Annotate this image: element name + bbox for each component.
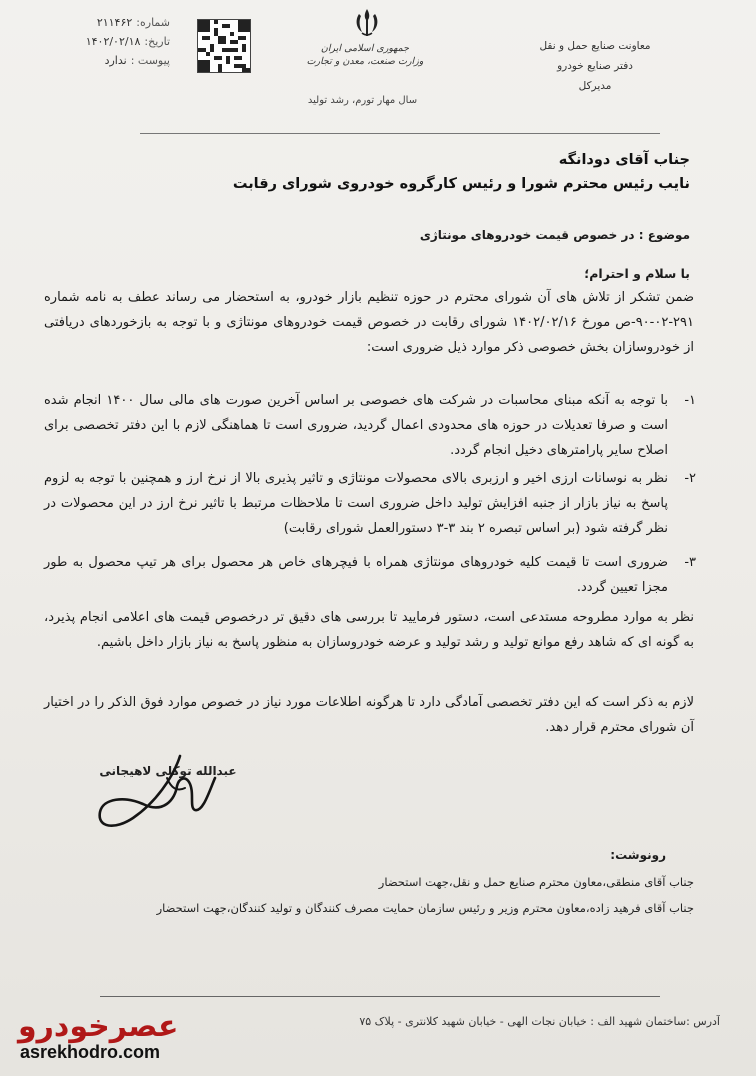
- deputy-office: [520, 36, 670, 96]
- closing-paragraph-2: لازم به ذکر است که این دفتر تخصصی آمادگی دارد تا هرگونه اطلاعات مورد نیاز در خصوص موارد فوق الذکر را در اختیار آن شورای محترم قرار دهد.: [44, 695, 694, 735]
- ministry-line2: وزارت صنعت، معدن و تجارت: [306, 56, 424, 67]
- list-item: [44, 388, 694, 463]
- addressee: [170, 148, 690, 196]
- date-value: ۱۴۰۲/۰۲/۱۸: [85, 35, 141, 48]
- year-motto: سال مهار تورم، رشد تولید: [307, 95, 418, 106]
- cc-line: جناب آقای منطقی،معاون محترم صنایع حمل و نقل،جهت استحضار: [378, 875, 694, 889]
- list-item-text: نظر به نوسانات ارزی اخیر و ارزبری بالای محصولات مونتاژی و تاثیر پذیری بالا از نرخ ارز و همچنین با توجه به لزوم پاسخ به نیاز بازار از جنبه افزایش تولید داخل ضروری است تا ملاحظات مرتبط با تاثیر نرخ ارز در این محصولات در نظر گرفته شود (بر اساس تبصره ۲ بند ۳-۳ دستورالعمل شورای رقابت): [44, 471, 668, 536]
- list-item-text: ضروری است تا قیمت کلیه خودروهای مونتاژی همراه با فیچرهای خاص هر محصول برای هر تیپ محصول به طور مجزا تعیین گردد.: [44, 555, 668, 595]
- list-item-number: ۱-: [684, 393, 696, 408]
- letter-meta: [70, 16, 170, 73]
- subject-line: موضوع : در خصوص قیمت خودروهای مونتاژی: [419, 228, 690, 242]
- footer-address: آدرس :ساختمان شهید الف : خیابان نجات الهی - خیابان شهید کلانتری - پلاک ۷۵: [359, 1015, 720, 1028]
- footer-divider: [100, 996, 660, 997]
- number-value: ۲۱۱۴۶۲: [96, 16, 133, 29]
- intro-paragraph: ضمن تشکر از تلاش های آن شورای محترم در حوزه تنظیم بازار خودرو، به استحضار می رساند عطف به نامه شماره ۲۹۱-۰۲-۹۰-ص مورخ ۱۴۰۲/۰۲/۱۶ شورای رقابت در خصوص قیمت خودروهای مونتاژی و با توجه به بازخوردهای دریافتی از خودروسازان بخش خصوصی ذکر موارد ذیل ضروری است:: [44, 290, 694, 355]
- list-item: [44, 550, 694, 600]
- cc-line: جناب آقای فرهید زاده،معاون محترم وزیر و رئیس سازمان حمایت مصرف کنندگان و تولید کنندگان،جهت استحضار: [156, 901, 694, 915]
- deputy-line3: مدیرکل: [578, 80, 612, 92]
- list-item-number: ۳-: [684, 555, 696, 570]
- addressee-name: جناب آقای دودانگه: [558, 152, 690, 168]
- header-divider: [140, 133, 660, 134]
- asrekhodro-logo: عصرخودرو: [18, 1009, 179, 1044]
- date-label: تاریخ:: [144, 35, 170, 48]
- list-item-text: با توجه به آنکه مبنای محاسبات در شرکت های خصوصی بر اساس آخرین صورت های مالی سال ۱۴۰۰ انجام شده است و صرفا تعدیلات در حوزه های محدودی اعمال گردید، ضروری است تا هماهنگی لازم با این دفتر تخصصی برای اصلاح سایر پارامترهای دخیل انجام گردد.: [44, 393, 668, 458]
- number-label: شماره:: [136, 16, 170, 29]
- signature-icon: [85, 748, 235, 843]
- ministry-line1: جمهوری اسلامی ایران: [320, 43, 410, 54]
- list-item: [44, 466, 694, 541]
- iran-emblem-icon: [350, 6, 384, 40]
- signer-name: عبدالله توکلی لاهیجانی: [99, 764, 237, 778]
- attachment-label: پیوست :: [130, 54, 170, 67]
- attachment-value: ندارد: [104, 54, 127, 67]
- deputy-line1: معاونت صنایع حمل و نقل: [539, 40, 651, 52]
- addressee-title: نایب رئیس محترم شورا و رئیس کارگروه خودروی شورای رقابت: [232, 176, 690, 192]
- ministry-name: [300, 42, 430, 68]
- closing-paragraph-1: نظر به موارد مطروحه مستدعی است، دستور فرمایید تا بررسی های دقیق تر درخصوص قیمت های اعلامی انجام پذیرد، به گونه ای که شاهد رفع موانع تولید و رشد تولید و عرضه خودروسازان به منظور پاسخ به نیاز بازار داخل باشیم.: [44, 610, 694, 650]
- cc-title: رونوشت:: [610, 848, 666, 862]
- greeting: با سلام و احترام؛: [584, 266, 690, 281]
- list-item-number: ۲-: [684, 471, 696, 486]
- deputy-line2: دفتر صنایع خودرو: [557, 60, 633, 72]
- qr-code-icon: [197, 19, 251, 73]
- asrekhodro-site: asrekhodro.com: [20, 1042, 161, 1062]
